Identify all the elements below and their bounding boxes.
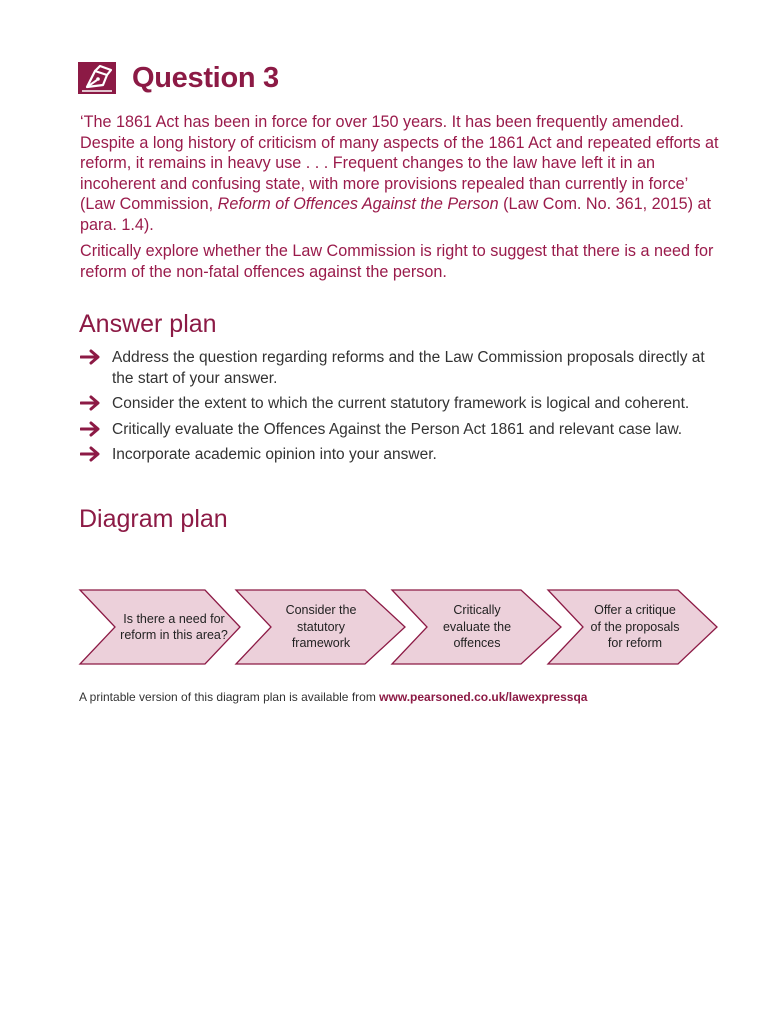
diagram-step-4-label [570,595,700,659]
pen-nib-icon [78,62,116,94]
step-2-line-1: Consider the [285,603,357,618]
list-item-text: Critically evaluate the Offences Against the Person Act 1861 and relevant case law. [112,420,683,438]
step-1-line-2: reform in this area? [120,628,228,642]
step-1-line-1: Is there a need for [123,611,225,626]
step-2-line-3: framework [291,636,351,651]
quote-text: ‘The 1861 Act has been in force for over 150 years. It has been frequently amended. Despite a long history of criticism of many aspects of the 1861 Act and repeated efforts at reform, it remains in heavy use . . . Frequent changes to the law have left it in an incoherent and confusing state, with more provisions repealed than currently in force’ (Law Commission, [80,113,719,213]
diagram-step-2-label [258,595,384,659]
step-3-line-1: Critically [453,603,501,618]
diagram-plan-flow [0,585,768,669]
arrow-right-icon [80,446,102,462]
quote-citation: (Law Com. No. 361, 2015) at para. 1.4). [80,195,712,234]
website-link[interactable]: www.pearsoned.co.uk/lawexpressqa [379,690,588,704]
question-title: Question 3 [132,61,279,94]
diagram-step-1-label [108,595,240,659]
step-3-line-3: offences [453,636,501,651]
question-header [78,58,279,98]
question-quote [80,112,720,235]
list-item [80,420,720,441]
arrow-right-icon [80,349,102,365]
diagram-footnote [79,690,587,704]
arrow-right-icon [80,395,102,411]
step-3-line-2: evaluate the [442,619,512,634]
list-item-text: Incorporate academic opinion into your answer. [112,446,437,463]
step-4-line-3: for reform [607,636,663,651]
answer-plan-heading: Answer plan [79,310,217,338]
list-item [80,394,720,415]
arrow-right-icon [80,421,102,437]
step-2-line-2: statutory [297,619,345,634]
diagram-plan-heading: Diagram plan [79,505,228,533]
diagram-step-3-label [414,595,540,659]
list-item [80,445,720,466]
question-task: Critically explore whether the Law Commission is right to suggest that there is a need for reform of the non-fatal offences against the person. [80,242,714,281]
quote-report-title: Reform of Offences Against the Person [217,195,499,213]
list-item-text: Consider the extent to which the current statutory framework is logical and coherent. [112,395,690,412]
footnote-text: A printable version of this diagram plan is available from [79,690,380,704]
step-4-line-2: of the proposals [590,619,680,634]
list-item [80,348,720,389]
step-4-line-1: Offer a critique [594,603,676,618]
list-item-text: Address the question regarding reforms and the Law Commission proposals directly at the start of your answer. [112,349,705,387]
answer-plan-list [80,348,720,471]
